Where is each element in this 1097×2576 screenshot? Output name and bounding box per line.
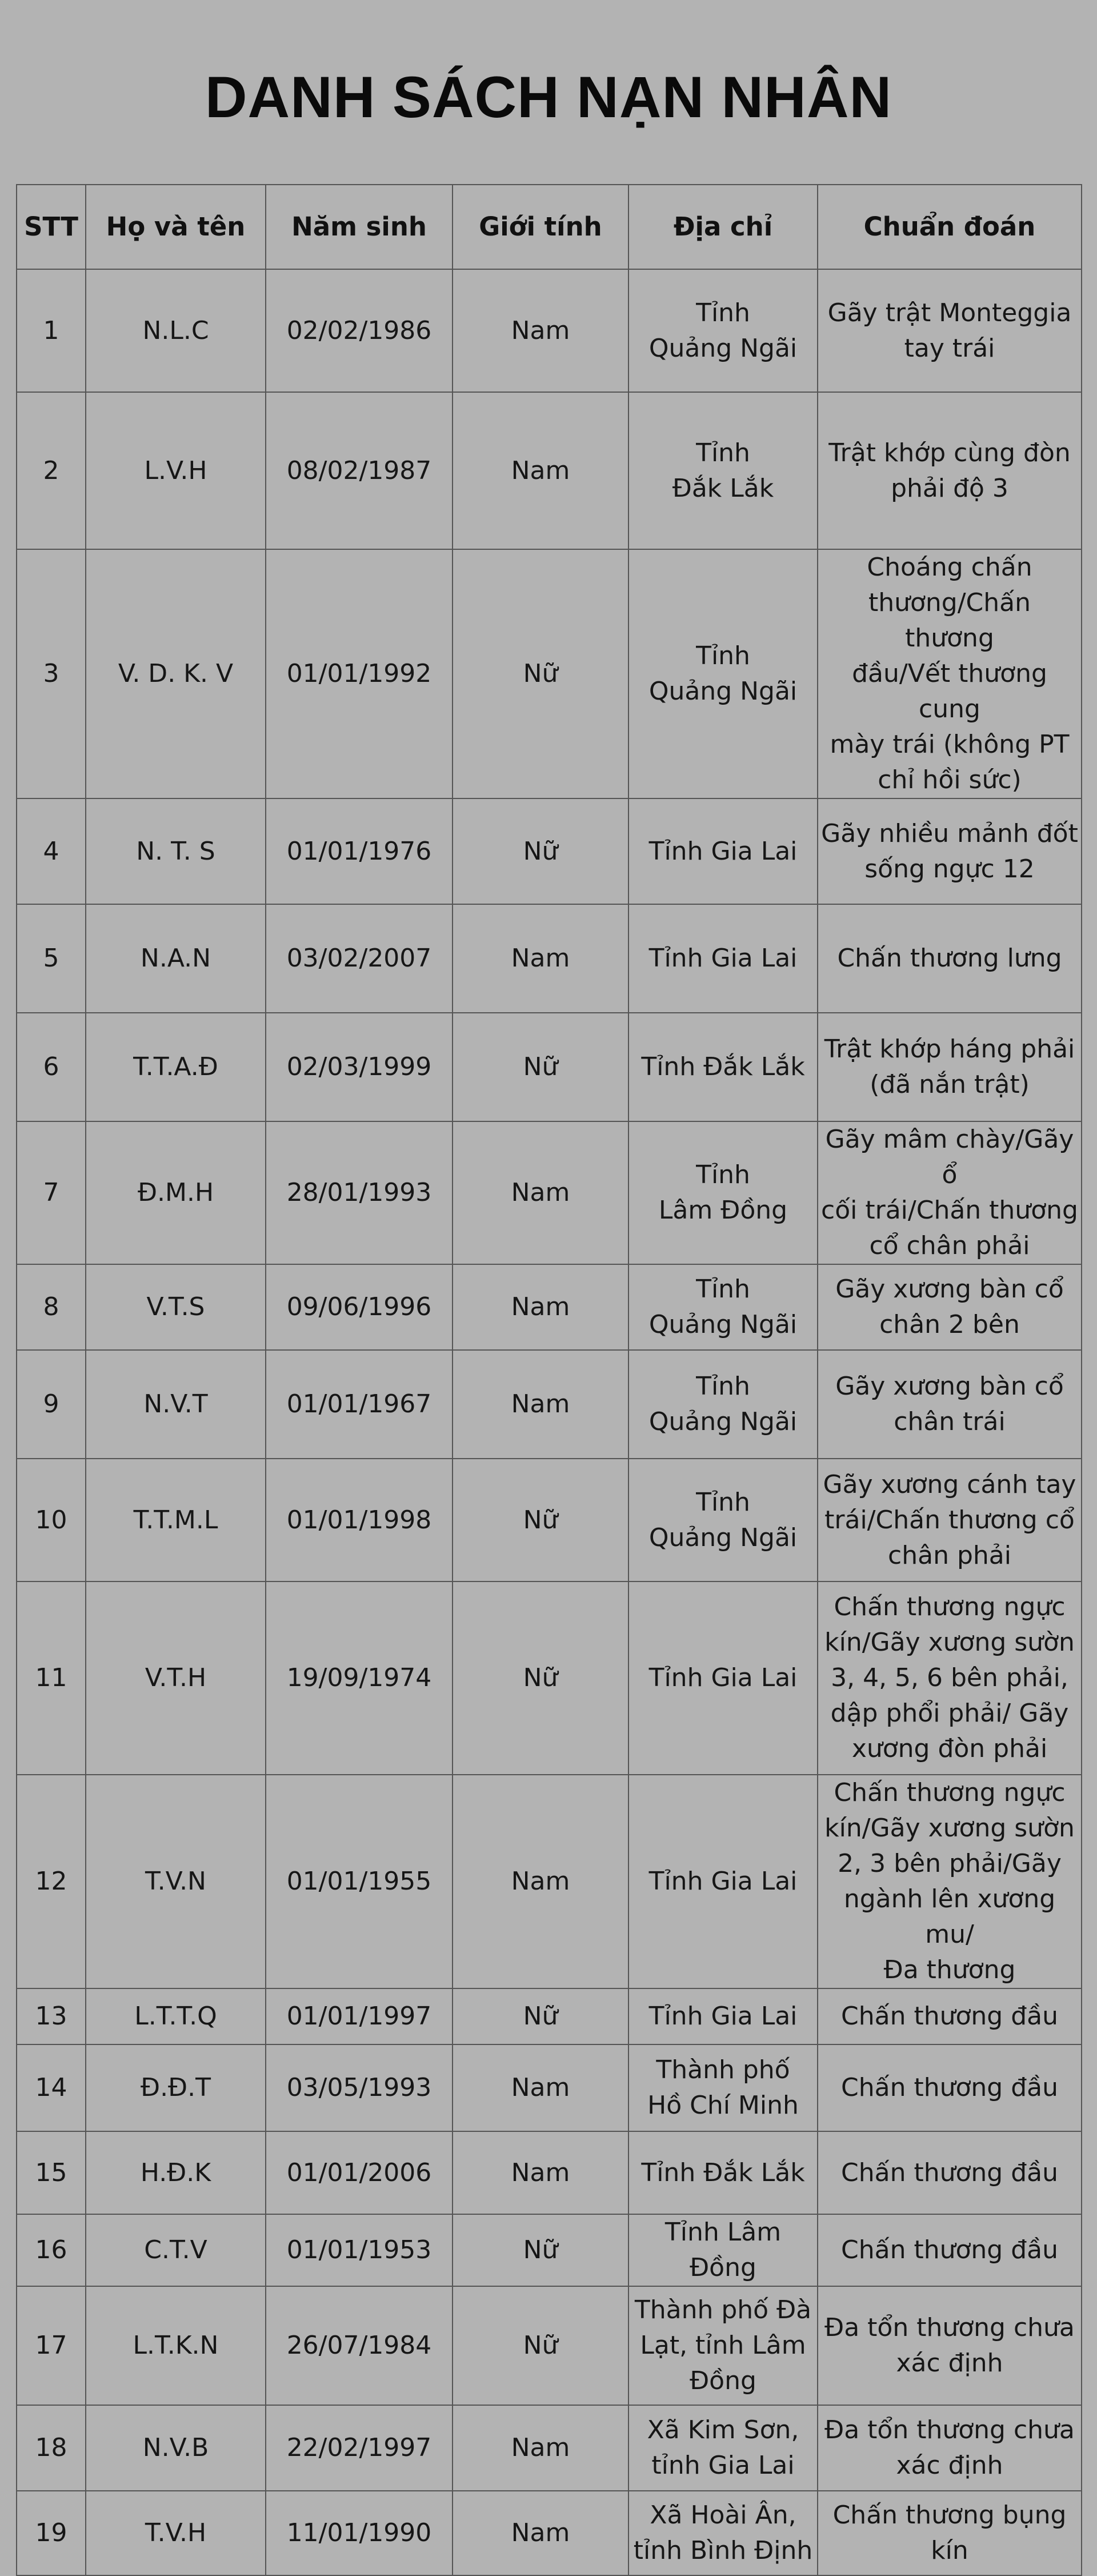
cell-address: Tỉnh Quảng Ngãi: [628, 1459, 818, 1581]
cell-diagnosis: Chấn thương đầu: [818, 2044, 1082, 2131]
cell-diagnosis: Chấn thương lưng: [818, 904, 1082, 1013]
cell-address: Tỉnh Đắk Lắk: [628, 1013, 818, 1121]
cell-diagnosis: Choáng chấn thương/Chấn thương đầu/Vết thương cung mày trái (không PT chỉ hồi sức): [818, 549, 1082, 798]
cell-gender: Nữ: [453, 798, 628, 904]
cell-birth-date: 01/01/2006: [266, 2131, 453, 2214]
cell-address: Xã Hoài Ân, tỉnh Bình Định: [628, 2491, 818, 2575]
column-header-stt: STT: [17, 185, 86, 269]
cell-row-number: 4: [17, 798, 86, 904]
cell-row-number: 3: [17, 549, 86, 798]
cell-diagnosis: Gãy mâm chày/Gãy ổ cối trái/Chấn thương cổ chân phải: [818, 1121, 1082, 1264]
column-header-birth-date: Năm sinh: [266, 185, 453, 269]
cell-victim-name: Đ.Đ.T: [86, 2044, 266, 2131]
cell-birth-date: 02/02/1986: [266, 269, 453, 392]
cell-gender: Nam: [453, 1775, 628, 1988]
cell-gender: Nam: [453, 392, 628, 549]
table-row: [17, 2214, 1082, 2286]
cell-birth-date: 11/01/1990: [266, 2491, 453, 2575]
cell-diagnosis: Chấn thương đầu: [818, 2131, 1082, 2214]
table-row: [17, 269, 1082, 392]
cell-diagnosis: Đa tổn thương chưa xác định: [818, 2405, 1082, 2491]
cell-birth-date: 02/03/1999: [266, 1013, 453, 1121]
cell-victim-name: V.T.S: [86, 1264, 266, 1350]
cell-gender: Nam: [453, 2044, 628, 2131]
cell-victim-name: L.T.K.N: [86, 2286, 266, 2405]
cell-diagnosis: Gãy xương bàn cổ chân trái: [818, 1350, 1082, 1459]
cell-birth-date: 01/01/1997: [266, 1988, 453, 2044]
cell-birth-date: 09/06/1996: [266, 1264, 453, 1350]
cell-gender: Nam: [453, 1264, 628, 1350]
cell-gender: Nam: [453, 2131, 628, 2214]
cell-birth-date: 08/02/1987: [266, 392, 453, 549]
cell-address: Tỉnh Quảng Ngãi: [628, 549, 818, 798]
table-row: [17, 904, 1082, 1013]
cell-victim-name: L.V.H: [86, 392, 266, 549]
cell-address: Tỉnh Đắk Lắk: [628, 392, 818, 549]
table-row: [17, 2491, 1082, 2575]
cell-birth-date: 26/07/1984: [266, 2286, 453, 2405]
table-row: [17, 1988, 1082, 2044]
cell-diagnosis: Chấn thương bụng kín: [818, 2491, 1082, 2575]
cell-gender: Nam: [453, 1350, 628, 1459]
cell-victim-name: Đ.M.H: [86, 1121, 266, 1264]
table-row: [17, 2131, 1082, 2214]
cell-victim-name: T.V.N: [86, 1775, 266, 1988]
cell-victim-name: N.L.C: [86, 269, 266, 392]
cell-diagnosis: Gãy trật Monteggia tay trái: [818, 269, 1082, 392]
cell-birth-date: 01/01/1955: [266, 1775, 453, 1988]
cell-address: Tỉnh Gia Lai: [628, 1775, 818, 1988]
cell-victim-name: L.T.T.Q: [86, 1988, 266, 2044]
cell-gender: Nam: [453, 1121, 628, 1264]
cell-birth-date: 01/01/1953: [266, 2214, 453, 2286]
column-header-address: Địa chỉ: [628, 185, 818, 269]
cell-birth-date: 28/01/1993: [266, 1121, 453, 1264]
cell-diagnosis: Gãy xương bàn cổ chân 2 bên: [818, 1264, 1082, 1350]
table-row: [17, 1121, 1082, 1264]
table-row: [17, 2405, 1082, 2491]
table-row: [17, 2044, 1082, 2131]
cell-gender: Nam: [453, 904, 628, 1013]
cell-row-number: 7: [17, 1121, 86, 1264]
table-body: [17, 269, 1082, 2575]
cell-gender: Nữ: [453, 2214, 628, 2286]
cell-address: Tỉnh Đắk Lắk: [628, 2131, 818, 2214]
table-row: [17, 798, 1082, 904]
cell-gender: Nam: [453, 2491, 628, 2575]
table-header-row: [17, 185, 1082, 269]
cell-row-number: 12: [17, 1775, 86, 1988]
cell-gender: Nam: [453, 269, 628, 392]
cell-address: Tỉnh Quảng Ngãi: [628, 1264, 818, 1350]
cell-row-number: 11: [17, 1581, 86, 1775]
cell-birth-date: 01/01/1992: [266, 549, 453, 798]
table-row: [17, 549, 1082, 798]
cell-gender: Nữ: [453, 1459, 628, 1581]
cell-birth-date: 19/09/1974: [266, 1581, 453, 1775]
column-header-diagnosis: Chuẩn đoán: [818, 185, 1082, 269]
cell-gender: Nữ: [453, 549, 628, 798]
cell-victim-name: N.V.T: [86, 1350, 266, 1459]
cell-birth-date: 03/05/1993: [266, 2044, 453, 2131]
cell-victim-name: C.T.V: [86, 2214, 266, 2286]
cell-victim-name: T.T.M.L: [86, 1459, 266, 1581]
cell-address: Thành phố Hồ Chí Minh: [628, 2044, 818, 2131]
cell-row-number: 13: [17, 1988, 86, 2044]
cell-gender: Nữ: [453, 1013, 628, 1121]
cell-diagnosis: Trật khớp háng phải (đã nắn trật): [818, 1013, 1082, 1121]
cell-gender: Nam: [453, 2405, 628, 2491]
cell-row-number: 17: [17, 2286, 86, 2405]
table-row: [17, 1013, 1082, 1121]
cell-diagnosis: Chấn thương ngực kín/Gãy xương sườn 3, 4, 5, 6 bên phải, dập phổi phải/ Gãy xương đòn phải: [818, 1581, 1082, 1775]
table-row: [17, 392, 1082, 549]
cell-diagnosis: Gãy xương cánh tay trái/Chấn thương cổ chân phải: [818, 1459, 1082, 1581]
column-header-gender: Giới tính: [453, 185, 628, 269]
cell-row-number: 9: [17, 1350, 86, 1459]
cell-birth-date: 22/02/1997: [266, 2405, 453, 2491]
cell-row-number: 6: [17, 1013, 86, 1121]
column-header-name: Họ và tên: [86, 185, 266, 269]
cell-address: Tỉnh Gia Lai: [628, 904, 818, 1013]
cell-address: Thành phố Đà Lạt, tỉnh Lâm Đồng: [628, 2286, 818, 2405]
cell-row-number: 8: [17, 1264, 86, 1350]
cell-row-number: 2: [17, 392, 86, 549]
cell-gender: Nữ: [453, 2286, 628, 2405]
cell-birth-date: 01/01/1998: [266, 1459, 453, 1581]
cell-diagnosis: Chấn thương ngực kín/Gãy xương sườn 2, 3 bên phải/Gãy ngành lên xương mu/ Đa thương: [818, 1775, 1082, 1988]
cell-row-number: 16: [17, 2214, 86, 2286]
cell-address: Xã Kim Sơn, tỉnh Gia Lai: [628, 2405, 818, 2491]
cell-row-number: 14: [17, 2044, 86, 2131]
cell-victim-name: V. D. K. V: [86, 549, 266, 798]
cell-victim-name: T.V.H: [86, 2491, 266, 2575]
table-row: [17, 1581, 1082, 1775]
table-row: [17, 1350, 1082, 1459]
cell-row-number: 1: [17, 269, 86, 392]
cell-victim-name: T.T.A.Đ: [86, 1013, 266, 1121]
page-title: DANH SÁCH NẠN NHÂN: [205, 65, 892, 130]
cell-row-number: 15: [17, 2131, 86, 2214]
table-row: [17, 1459, 1082, 1581]
cell-victim-name: N.A.N: [86, 904, 266, 1013]
cell-address: Tỉnh Lâm Đồng: [628, 1121, 818, 1264]
cell-victim-name: H.Đ.K: [86, 2131, 266, 2214]
cell-address: Tỉnh Gia Lai: [628, 1581, 818, 1775]
cell-diagnosis: Đa tổn thương chưa xác định: [818, 2286, 1082, 2405]
cell-victim-name: N.V.B: [86, 2405, 266, 2491]
victims-table: [16, 184, 1082, 2576]
table-row: [17, 2286, 1082, 2405]
cell-diagnosis: Chấn thương đầu: [818, 2214, 1082, 2286]
cell-diagnosis: Trật khớp cùng đòn phải độ 3: [818, 392, 1082, 549]
table-row: [17, 1264, 1082, 1350]
cell-victim-name: V.T.H: [86, 1581, 266, 1775]
cell-address: Tỉnh Gia Lai: [628, 798, 818, 904]
cell-birth-date: 01/01/1976: [266, 798, 453, 904]
cell-row-number: 5: [17, 904, 86, 1013]
cell-address: Tỉnh Gia Lai: [628, 1988, 818, 2044]
cell-birth-date: 01/01/1967: [266, 1350, 453, 1459]
cell-diagnosis: Gãy nhiều mảnh đốt sống ngực 12: [818, 798, 1082, 904]
cell-diagnosis: Chấn thương đầu: [818, 1988, 1082, 2044]
table-row: [17, 1775, 1082, 1988]
cell-row-number: 10: [17, 1459, 86, 1581]
cell-gender: Nữ: [453, 1988, 628, 2044]
cell-victim-name: N. T. S: [86, 798, 266, 904]
cell-gender: Nữ: [453, 1581, 628, 1775]
cell-address: Tỉnh Lâm Đồng: [628, 2214, 818, 2286]
cell-address: Tỉnh Quảng Ngãi: [628, 269, 818, 392]
cell-row-number: 18: [17, 2405, 86, 2491]
cell-birth-date: 03/02/2007: [266, 904, 453, 1013]
cell-row-number: 19: [17, 2491, 86, 2575]
cell-address: Tỉnh Quảng Ngãi: [628, 1350, 818, 1459]
